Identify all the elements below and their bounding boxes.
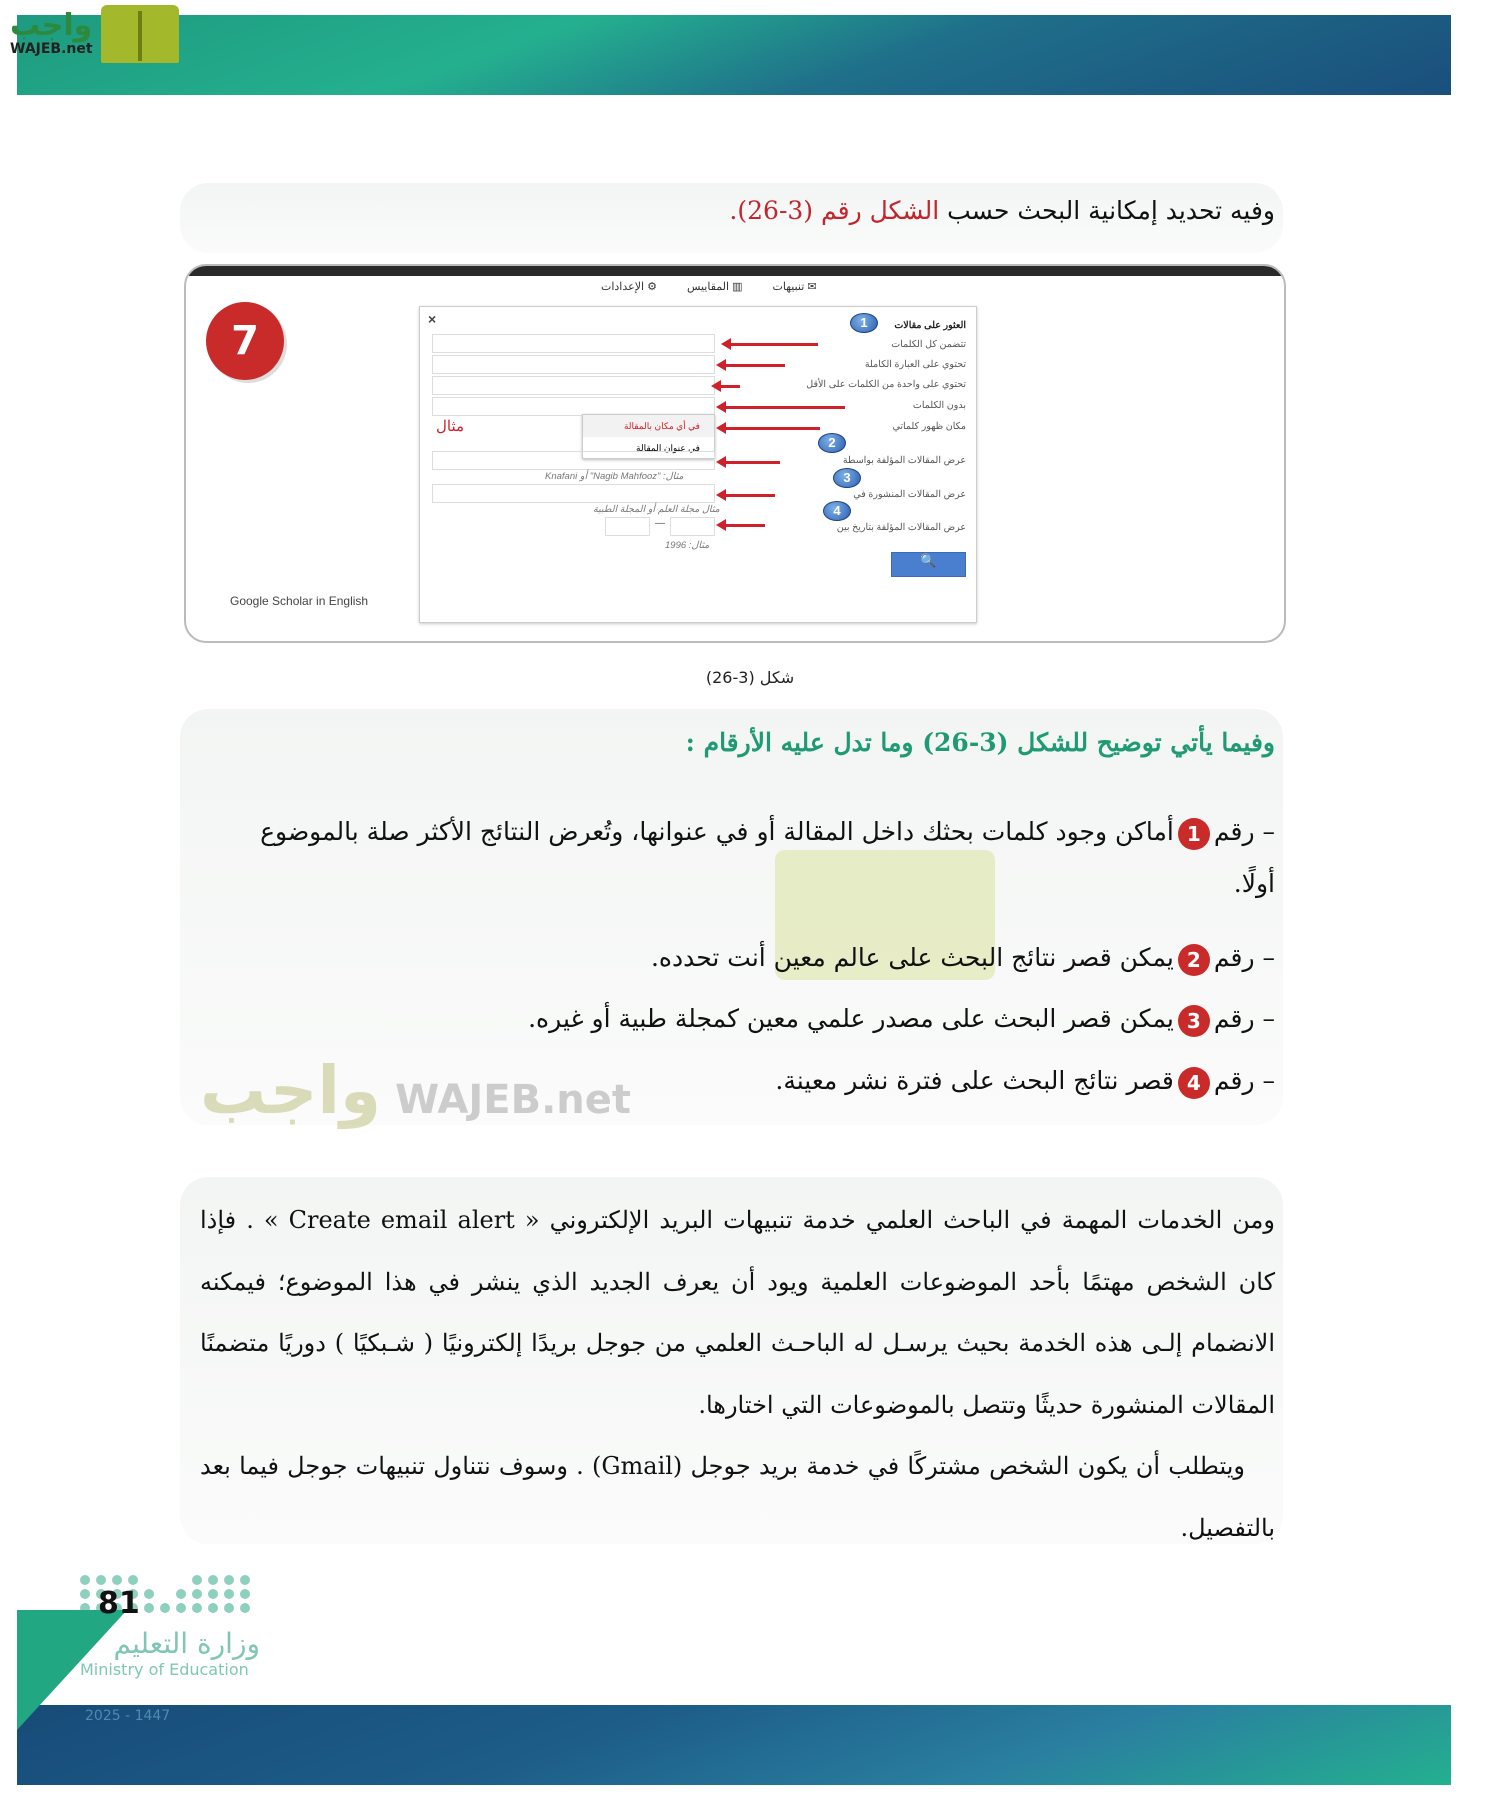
arrow-icon: [725, 494, 775, 497]
author-hint: مثال: "Nagib Mahfooz" أو Knafani: [545, 471, 684, 482]
dot: [160, 1603, 170, 1613]
field-label: تحتوي على واحدة من الكلمات على الأقل: [806, 379, 966, 390]
number-badge: 4: [1178, 1067, 1210, 1099]
year-hint: مثال: 1996: [665, 540, 710, 551]
figure-screenshot: [184, 264, 1286, 643]
field-label: تتضمن كل الكلمات: [891, 339, 966, 350]
arrow-icon: [725, 524, 765, 527]
dot: [80, 1575, 90, 1585]
dot: [192, 1603, 202, 1613]
field-label: مكان ظهور كلماتي: [892, 421, 966, 432]
exact-phrase-input[interactable]: [432, 355, 715, 374]
arrow-icon: [725, 364, 785, 367]
field-label: بدون الكلمات: [912, 400, 966, 411]
dot: [192, 1589, 202, 1599]
footer-band: [17, 1705, 1451, 1785]
dot: [192, 1575, 202, 1585]
dot: [112, 1575, 122, 1585]
publication-input[interactable]: [432, 484, 715, 503]
alerts-paragraph: ومن الخدمات المهمة في الباحث العلمي خدمة تنبيهات البريد الإلكتروني « Create email alert » . فإذا كان الشخص مهتمًا بأحد الموضوعات العلمية ويود أن يعرف الجديد الذي ينشر في هذا الموضوع؛ فيمكنه الانضمام إلـى هذه الخدمة بحيث يرسـل له الباحـث العلمي من جوجل بريدًا إلكترونيًا ( شـبكيًا ) دوريًا متضمنًا المقالات المنشورة حديثًا وتتصل بالموضوعات التي اختارها. ويتطلب أن يكون الشخص مشتركًا في خدمة بريد جوجل (Gmail) . وسوف نتناول تنبيهات جوجل فيما بعد بالتفصيل.: [200, 1206, 1275, 1542]
dot: [144, 1603, 154, 1613]
arrow-icon: [725, 427, 820, 430]
dot: [240, 1603, 250, 1613]
marker-4: 4: [823, 501, 851, 521]
field-label: عرض المقالات المنشورة في: [853, 489, 966, 500]
ministry-english: Ministry of Education: [80, 1660, 249, 1679]
dropdown-option[interactable]: في عنوان المقالة: [636, 443, 700, 453]
number-badge: 2: [1178, 944, 1210, 976]
close-icon[interactable]: ×: [428, 311, 437, 327]
list-item: – رقم4قصر نتائج البحث على فترة نشر معينة.: [775, 1055, 1275, 1107]
date-separator: —: [655, 518, 665, 529]
dot: [240, 1575, 250, 1585]
search-button[interactable]: [891, 552, 966, 577]
year-label: 2025 - 1447: [85, 1708, 171, 1724]
ministry-arabic: وزارة التعليم: [113, 1627, 260, 1660]
all-words-input[interactable]: [432, 334, 715, 353]
example-label: مثال: [436, 417, 465, 435]
arrow-icon: [725, 406, 845, 409]
dot: [208, 1589, 218, 1599]
wajeb-logo[interactable]: [10, 5, 179, 63]
header-band: [17, 15, 1451, 95]
dot: [96, 1575, 106, 1585]
dot: [224, 1589, 234, 1599]
arrow-icon: [725, 461, 780, 464]
intro-text: وفيه تحديد إمكانية البحث حسب الشكل رقم (3-26).: [729, 196, 1275, 225]
watermark-arabic: واجب: [200, 1052, 382, 1129]
year-from-input[interactable]: [605, 517, 650, 536]
list-item: – رقم2يمكن قصر نتائج البحث على عالم معين أنت تحدده.: [215, 932, 1275, 984]
search-icon: 🔍: [920, 553, 937, 568]
scholar-top-nav: [601, 280, 817, 293]
logo-latin: WAJEB.net: [10, 41, 93, 57]
marker-1: 1: [850, 313, 878, 333]
watermark-latin: WAJEB.net: [395, 1077, 631, 1123]
arrow-icon: [720, 385, 740, 388]
marker-3: 3: [833, 468, 861, 488]
scholar-english-link[interactable]: Google Scholar in English: [230, 594, 369, 608]
number-badge: 1: [1178, 818, 1210, 850]
dot: [128, 1575, 138, 1585]
dot: [208, 1603, 218, 1613]
list-item: – رقم1أماكن وجود كلمات بحثك داخل المقالة أو في عنوانها، وتُعرض النتائج الأكثر صلة بالموضوع أولًا.: [260, 817, 1275, 898]
dialog-title: العثور على مقالات: [894, 320, 966, 331]
metrics-link[interactable]: ▥ المقاييس: [686, 281, 743, 293]
alerts-link[interactable]: ✉ تنبيهات: [772, 281, 817, 293]
arrow-icon: [730, 343, 818, 346]
settings-link[interactable]: ⚙ الإعدادات: [601, 281, 657, 293]
dropdown-option[interactable]: في أي مكان بالمقالة: [583, 415, 714, 437]
any-words-input[interactable]: [432, 376, 715, 395]
dot: [240, 1589, 250, 1599]
logo-arabic: واجب: [10, 8, 93, 43]
explanation-heading: وفيما يأتي توضيح للشكل (3-26) وما تدل عليه الأرقام :: [685, 728, 1275, 757]
list-item: – رقم3يمكن قصر البحث على مصدر علمي معين كمجلة طبية أو غيره.: [215, 993, 1275, 1045]
number-badge: 3: [1178, 1005, 1210, 1037]
dot: [208, 1575, 218, 1585]
dot: [224, 1575, 234, 1585]
field-label: تحتوي على العبارة الكاملة: [864, 359, 966, 370]
figure-caption: شكل (3-26): [705, 668, 795, 687]
figure-number-badge: 7: [206, 302, 284, 380]
journal-hint: مثال مجلة العلم أو المجلة الطبية: [593, 504, 720, 515]
year-to-input[interactable]: [670, 517, 715, 536]
advanced-search-dialog: [419, 306, 977, 623]
dot: [80, 1589, 90, 1599]
field-label: عرض المقالات المؤلفة بتاريخ بين: [836, 522, 966, 533]
dot: [224, 1603, 234, 1613]
author-input[interactable]: [432, 451, 715, 470]
page-number: 81: [98, 1586, 140, 1621]
book-icon: [101, 5, 179, 63]
dot: [144, 1589, 154, 1599]
dot: [176, 1589, 186, 1599]
marker-2: 2: [818, 433, 846, 453]
field-label: عرض المقالات المؤلفة بواسطة: [842, 455, 966, 466]
dot: [176, 1603, 186, 1613]
